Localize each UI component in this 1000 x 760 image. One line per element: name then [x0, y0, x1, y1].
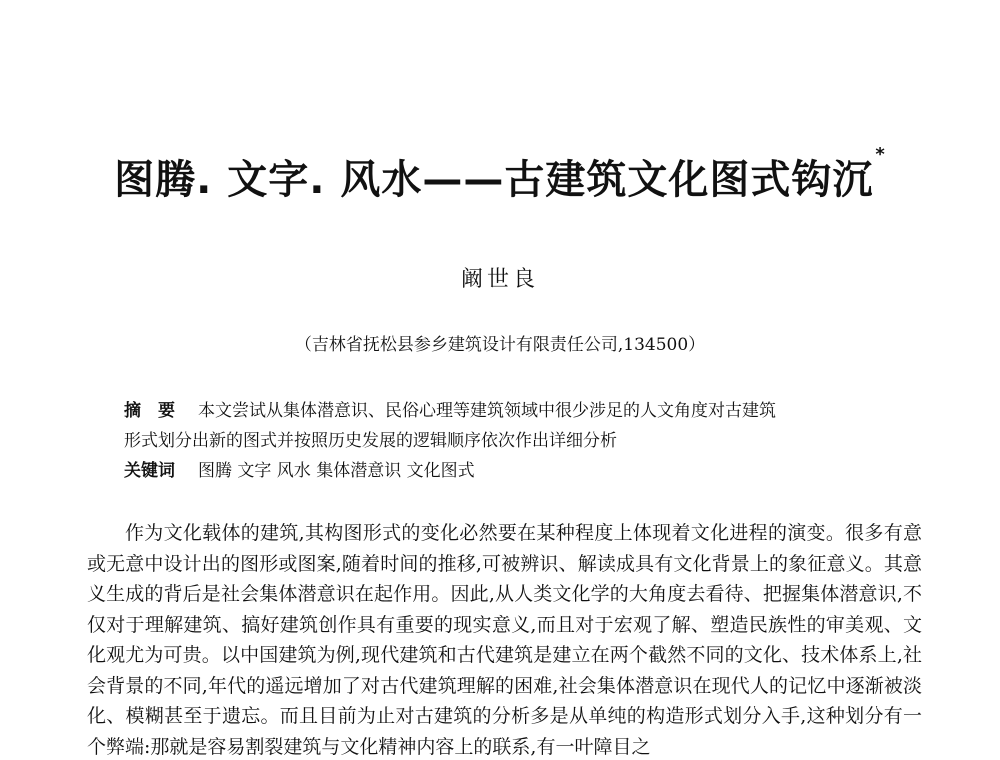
body-paragraph: 作为文化载体的建筑,其构图形式的变化必然要在某种程度上体现着文化进程的演变。很多有意或无意中设计出的图形或图案,随着时间的推移,可被辨识、解读成具有文化背景上的象征意义。其意义生成的背后是社会集体潜意识在起作用。因此,从人类文化学的大角度去看待、把握集体潜意识,不仅对于理解建筑、搞好建筑创作具有重要的现实意义,而且对于宏观了解、塑造民族性的审美观、文化观尤为可贵。以中国建筑为例,现代建筑和古代建筑是建立在两个截然不同的文化、技术体系上,社会背景的不同,年代的遥远增加了对古代建筑理解的困难,社会集体潜意识在现代人的记忆中逐渐被淡化、模糊甚至于遗忘。而且目前为止对古建筑的分析多是从单纯的构造形式划分入手,这种划分有一个弊端:那就是容易割裂建筑与文化精神内容上的联系,有一叶障目之 [87, 522, 922, 758]
abstract-block [124, 396, 904, 486]
title-footnote-mark: * [875, 144, 886, 165]
paper-title [0, 144, 1000, 205]
keywords-label: 关键词 [124, 461, 175, 481]
paper-title-text: 图腾. 文字. 风水——古建筑文化图式钩沉 [114, 157, 874, 203]
author-affiliation: （吉林省抚松县参乡建筑设计有限责任公司,134500） [294, 335, 706, 355]
abstract-text-line-1: 本文尝试从集体潜意识、民俗心理等建筑领域中很少涉足的人文角度对古建筑 [198, 401, 776, 421]
abstract-line-2 [124, 426, 904, 456]
keywords-line [124, 456, 904, 486]
keywords-text: 图腾 文字 风水 集体潜意识 文化图式 [198, 461, 475, 481]
abstract-text-line-2: 形式划分出新的图式并按照历史发展的逻辑顺序依次作出详细分析 [124, 431, 617, 451]
paper-author: 阚世良 [460, 267, 539, 292]
abstract-label: 摘 要 [124, 401, 175, 421]
abstract-line-1 [124, 396, 904, 426]
